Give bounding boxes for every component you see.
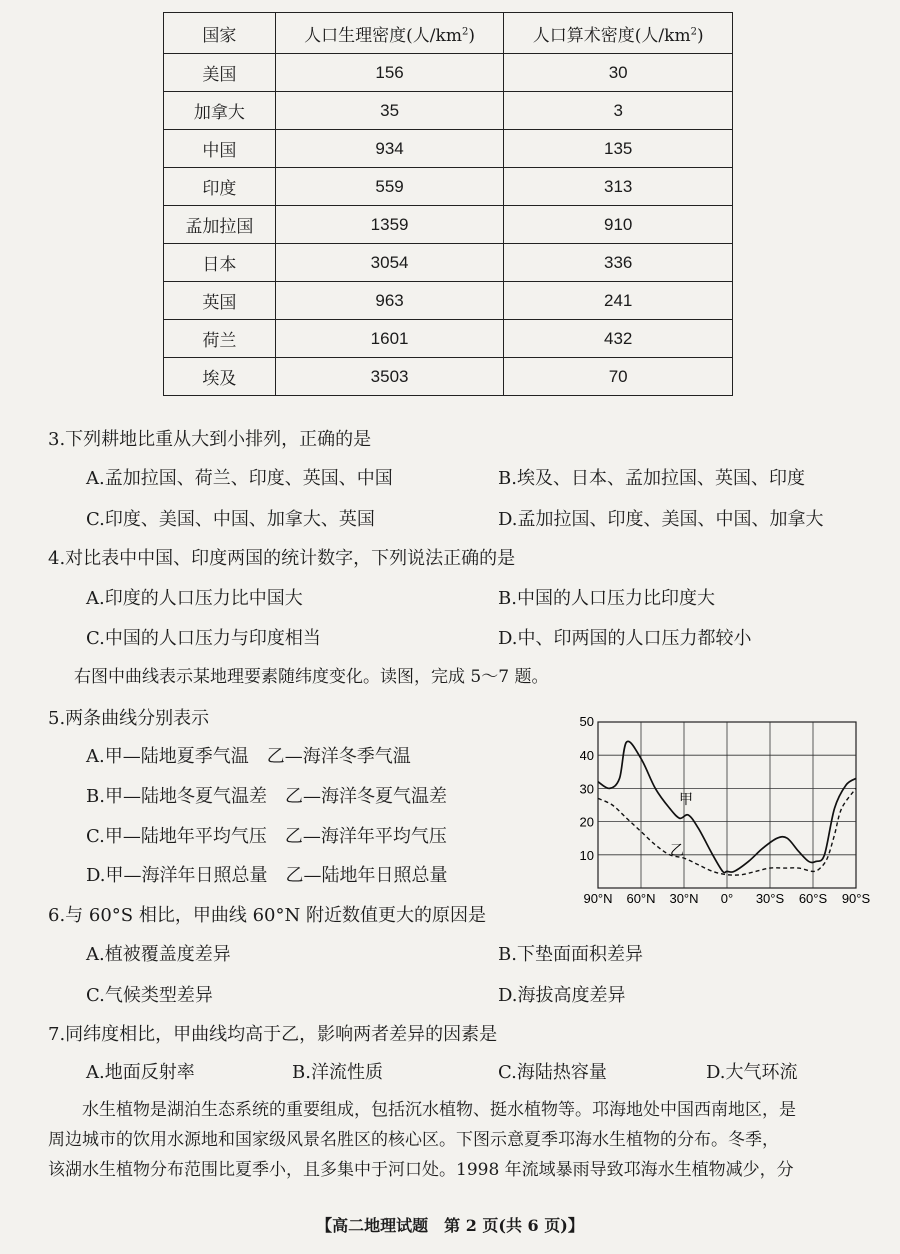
table-row bbox=[164, 358, 733, 396]
header-arithmetic-density: 人口算术密度(人$/km^2$) bbox=[504, 13, 733, 54]
y-tick-label: 20 bbox=[580, 814, 594, 830]
y-tick-label: 40 bbox=[580, 748, 594, 764]
q5-option-b[interactable]: B.甲—陆地冬夏气温差 乙—海洋冬夏气温差 bbox=[86, 786, 447, 807]
table-row bbox=[164, 54, 733, 92]
q7-option-a[interactable]: A.地面反射率 bbox=[86, 1062, 195, 1083]
arith-cell: 313 bbox=[504, 168, 733, 206]
question-5-stem: 5.两条曲线分别表示 bbox=[48, 708, 210, 729]
country-cell: 日本 bbox=[164, 244, 276, 282]
table-row bbox=[164, 206, 733, 244]
q7-option-b[interactable]: B.洋流性质 bbox=[292, 1062, 383, 1083]
country-cell: 中国 bbox=[164, 130, 276, 168]
page-footer: 【高二地理试题 第 2 页(共 6 页)】 bbox=[316, 1216, 584, 1235]
q7-option-c[interactable]: C.海陆热容量 bbox=[498, 1062, 607, 1083]
q5-option-c[interactable]: C.甲—陆地年平均气压 乙—海洋年平均气压 bbox=[86, 826, 447, 847]
q3-option-b[interactable]: B.埃及、日本、孟加拉国、英国、印度 bbox=[498, 468, 805, 489]
country-cell: 英国 bbox=[164, 282, 276, 320]
q6-option-a[interactable]: A.植被覆盖度差异 bbox=[86, 944, 231, 965]
physio-cell: 35 bbox=[275, 92, 504, 130]
intro-5-7: 右图中曲线表示某地理要素随纬度变化。读图，完成 5～7 题。 bbox=[74, 667, 549, 687]
header-physiological-density: 人口生理密度(人$/km^2$) bbox=[275, 13, 504, 54]
q4-option-b[interactable]: B.中国的人口压力比印度大 bbox=[498, 588, 715, 609]
series-label-yi: 乙 bbox=[670, 842, 684, 858]
y-tick-label: 30 bbox=[580, 781, 594, 797]
physio-cell: 3503 bbox=[275, 358, 504, 396]
y-tick-label: 10 bbox=[580, 847, 594, 863]
question-7-stem: 7.同纬度相比，甲曲线均高于乙，影响两者差异的因素是 bbox=[48, 1024, 498, 1045]
q4-option-d[interactable]: D.中、印两国的人口压力都较小 bbox=[498, 628, 752, 649]
physio-cell: 934 bbox=[275, 130, 504, 168]
x-tick-label: 30°S bbox=[755, 891, 785, 906]
q5-option-a[interactable]: A.甲—陆地夏季气温 乙—海洋冬季气温 bbox=[86, 746, 411, 767]
physio-cell: 1359 bbox=[275, 206, 504, 244]
arith-cell: 135 bbox=[504, 130, 733, 168]
x-tick-label: 60°N bbox=[626, 891, 656, 906]
arith-cell: 30 bbox=[504, 54, 733, 92]
table-row bbox=[164, 282, 733, 320]
country-cell: 加拿大 bbox=[164, 92, 276, 130]
passage bbox=[48, 1095, 863, 1185]
header-country: 国家 bbox=[164, 13, 276, 54]
q5-option-d[interactable]: D.甲—海洋年日照总量 乙—陆地年日照总量 bbox=[86, 865, 448, 886]
q3-option-d[interactable]: D.孟加拉国、印度、美国、中国、加拿大 bbox=[498, 509, 824, 530]
q3-option-a[interactable]: A.孟加拉国、荷兰、印度、英国、中国 bbox=[86, 468, 393, 489]
y-tick-label: 50 bbox=[580, 714, 594, 729]
table-row bbox=[164, 130, 733, 168]
country-cell: 埃及 bbox=[164, 358, 276, 396]
physio-cell: 3054 bbox=[275, 244, 504, 282]
arith-cell: 336 bbox=[504, 244, 733, 282]
country-cell: 孟加拉国 bbox=[164, 206, 276, 244]
q3-option-c[interactable]: C.印度、美国、中国、加拿大、英国 bbox=[86, 509, 375, 530]
passage-line: 水生植物是湖泊生态系统的重要组成，包括沉水植物、挺水植物等。邛海地处中国西南地区，是 bbox=[82, 1100, 796, 1120]
question-6-stem: 6.与 60°S 相比，甲曲线 60°N 附近数值更大的原因是 bbox=[48, 905, 486, 926]
q6-option-b[interactable]: B.下垫面面积差异 bbox=[498, 944, 643, 965]
arith-cell: 3 bbox=[504, 92, 733, 130]
q7-option-d[interactable]: D.大气环流 bbox=[706, 1062, 798, 1083]
country-cell: 印度 bbox=[164, 168, 276, 206]
x-tick-label: 30°N bbox=[669, 891, 699, 906]
physio-cell: 156 bbox=[275, 54, 504, 92]
passage-line: 该湖水生植物分布范围比夏季小，且多集中于河口处。1998 年流域暴雨导致邛海水生植物减少，分 bbox=[48, 1160, 794, 1180]
arith-cell: 70 bbox=[504, 358, 733, 396]
population-density-table bbox=[163, 12, 733, 396]
physio-cell: 963 bbox=[275, 282, 504, 320]
q6-option-d[interactable]: D.海拔高度差异 bbox=[498, 985, 626, 1006]
arith-cell: 432 bbox=[504, 320, 733, 358]
table-row bbox=[164, 168, 733, 206]
question-3-stem: 3.下列耕地比重从大到小排列，正确的是 bbox=[48, 429, 372, 450]
q6-option-c[interactable]: C.气候类型差异 bbox=[86, 985, 213, 1006]
country-cell: 美国 bbox=[164, 54, 276, 92]
arith-cell: 910 bbox=[504, 206, 733, 244]
table-row bbox=[164, 244, 733, 282]
x-tick-label: 90°S bbox=[841, 891, 871, 906]
physio-cell: 1601 bbox=[275, 320, 504, 358]
physio-cell: 559 bbox=[275, 168, 504, 206]
table-row bbox=[164, 320, 733, 358]
passage-line: 周边城市的饮用水源地和国家级风景名胜区的核心区。下图示意夏季邛海水生植物的分布。冬季， bbox=[48, 1130, 779, 1150]
country-cell: 荷兰 bbox=[164, 320, 276, 358]
q4-option-a[interactable]: A.印度的人口压力比中国大 bbox=[86, 588, 303, 609]
q4-option-c[interactable]: C.中国的人口压力与印度相当 bbox=[86, 628, 321, 649]
arith-cell: 241 bbox=[504, 282, 733, 320]
x-tick-label: 60°S bbox=[798, 891, 828, 906]
table-row bbox=[164, 92, 733, 130]
table-header-row bbox=[164, 13, 733, 54]
series-label-jia: 甲 bbox=[679, 791, 693, 807]
latitude-chart bbox=[580, 708, 880, 906]
x-tick-label: 90°N bbox=[583, 891, 613, 906]
question-4-stem: 4.对比表中中国、印度两国的统计数字，下列说法正确的是 bbox=[48, 548, 516, 569]
x-tick-label: 0° bbox=[720, 891, 734, 906]
